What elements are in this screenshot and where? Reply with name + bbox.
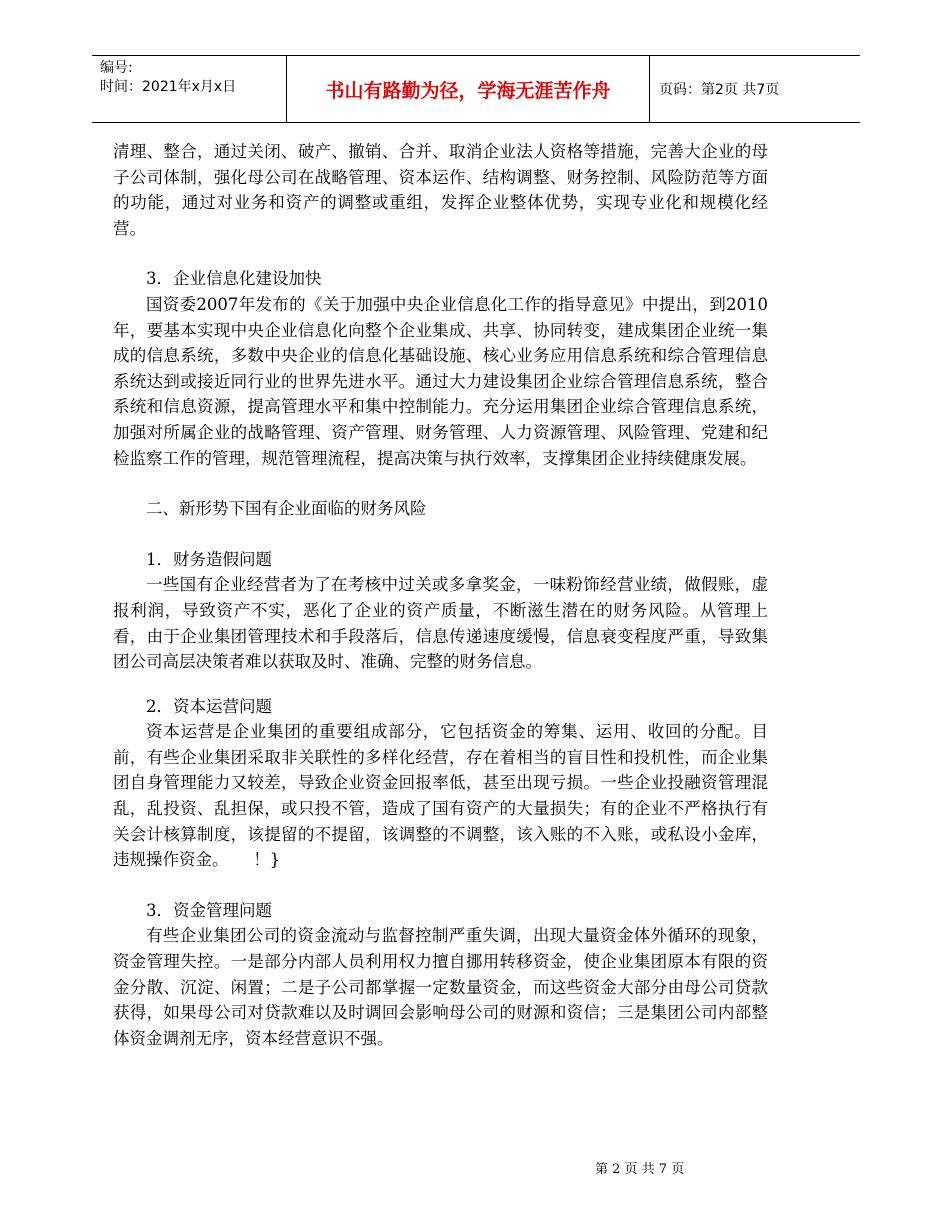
document-time-label: 时间：2021年x月x日	[100, 79, 237, 95]
header-motto: 书山有路勤为径，学海无涯苦作舟	[286, 56, 650, 122]
paragraph-fund-management: 有些企业集团公司的资金流动与监督控制严重失调，出现大量资金体外循环的现象，资金管理失控。一是部分内部人员利用权力擅自挪用转移资金，使企业集团原本有限的资金分散、沉淀、闲置；二是子公司都掌握一定数量资金，而这些资金大部分由母公司贷款获得，如果母公司对贷款难以及时调回会影响母公司的财源和资信；三是集团公司内部整体资金调剂无序，资本经营意识不强。	[113, 926, 768, 1048]
subheading-capital-operation: 2．资本运营问题	[146, 696, 272, 716]
paragraph-capital-operation: 资本运营是企业集团的重要组成部分，它包括资金的筹集、运用、收回的分配。目前，有些企业集团采取非关联性的多样化经营，存在着相当的盲目性和投机性，而企业集团自身管理能力又较差，导致企业资金回报率低，甚至出现亏损。一些企业投融资管理混乱，乱投资、乱担保，或只投不管，造成了国有资产的大量损失；有的企业不严格执行有关会计核算制度，该提留的不提留，该调整的不调整，该入账的不入账，或私设小金库，违规操作资金。 ！}	[113, 722, 768, 870]
page-header	[92, 55, 860, 123]
page-footer: 第 2 页 共 7 页	[595, 1162, 685, 1177]
subheading-financial-fraud: 1．财务造假问题	[146, 549, 272, 569]
subheading-fund-management: 3．资金管理问题	[146, 900, 272, 920]
paragraph-continuation: 清理、整合，通过关闭、破产、撤销、合并、取消企业法人资格等措施，完善大企业的母子公司体制，强化母公司在战略管理、资本运作、结构调整、财务控制、风险防范等方面的功能，通过对业务和资产的调整或重组，发挥企业整体优势，实现专业化和规模化经营。	[113, 142, 768, 238]
paragraph-informatization: 国资委2007年发布的《关于加强中央企业信息化工作的指导意见》中提出，到2010年，要基本实现中央企业信息化向整个企业集成、共享、协同转变，建成集团企业统一集成的信息系统，多数中央企业的信息化基础设施、核心业务应用信息系统和综合管理信息系统达到或接近同行业的世界先进水平。通过大力建设集团企业综合管理信息系统，整合系统和信息资源，提高管理水平和集中控制能力。充分运用集团企业综合管理信息系统，加强对所属企业的战略管理、资产管理、财务管理、人力资源管理、风险管理、党建和纪检监察工作的管理，规范管理流程，提高决策与执行效率，支撑集团企业持续健康发展。	[113, 294, 768, 468]
document-body	[113, 139, 768, 1051]
document-number-label: 编号:	[100, 60, 133, 76]
paragraph-financial-fraud: 一些国有企业经营者为了在考核中过关或多拿奖金，一味粉饰经营业绩，做假账，虚报利润，导致资产不实，恶化了企业的资产质量，不断滋生潜在的财务风险。从管理上看，由于企业集团管理技术和手段落后，信息传递速度缓慢，信息衰变程度严重，导致集团公司高层决策者难以获取及时、准确、完整的财务信息。	[113, 575, 768, 672]
section-heading-financial-risk: 二、新形势下国有企业面临的财务风险	[146, 499, 427, 519]
header-page-label: 页码：第2页 共7页	[659, 82, 780, 98]
header-meta	[92, 56, 286, 122]
subheading-informatization: 3．企业信息化建设加快	[146, 269, 322, 289]
